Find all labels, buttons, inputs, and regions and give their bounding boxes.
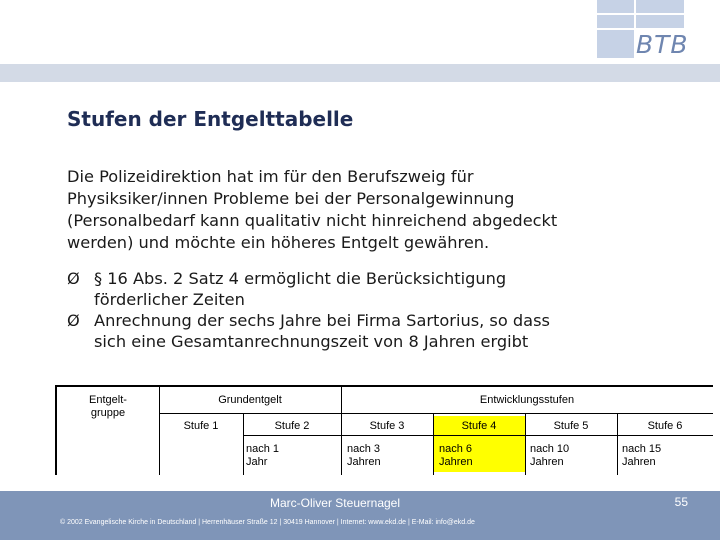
arrow-bullet-icon: Ø — [67, 311, 80, 330]
stufe-4-header: Stufe 4 — [461, 420, 497, 432]
footer-author: Marc-Oliver Steuernagel — [269, 496, 401, 510]
header-band — [0, 64, 720, 82]
paragraph-line: Physiksiker/innen Probleme bei der Personalgewinnung — [67, 189, 515, 208]
bullet-item — [67, 310, 707, 352]
stufe-6-header: Stufe 6 — [647, 420, 683, 432]
entwicklungsstufen-header: Entwicklungsstufen — [479, 394, 575, 406]
slide-title: Stufen der Entgelttabelle — [67, 107, 354, 131]
bullet-line: sich eine Gesamtanrechnungszeit von 8 Jahren ergibt — [94, 332, 529, 351]
entgeltgruppe-header: Entgelt- gruppe — [89, 394, 127, 419]
bullet-item — [67, 268, 707, 310]
stufe-5-zeit: nach 10 Jahren — [530, 443, 570, 468]
stufe-4-zeit: nach 6 Jahren — [439, 443, 473, 468]
bullet-line: Anrechnung der sechs Jahre bei Firma Sartorius, so dass — [94, 311, 550, 330]
bullet-list — [67, 268, 707, 352]
stufe-3-header: Stufe 3 — [369, 420, 405, 432]
stufe-2-zeit: nach 1 Jahr — [246, 443, 280, 468]
logo-text: BTB — [636, 30, 689, 59]
bullet-line: förderlicher Zeiten — [94, 290, 245, 309]
intro-paragraph — [67, 166, 707, 254]
stufe-6-zeit: nach 15 Jahren — [622, 443, 662, 468]
bullet-line: § 16 Abs. 2 Satz 4 ermöglicht die Berücksichtigung — [94, 269, 507, 288]
entgelt-table — [55, 385, 713, 475]
grundentgelt-header: Grundentgelt — [218, 394, 282, 406]
footer-bar — [0, 491, 720, 540]
paragraph-line: werden) und möchte ein höheres Entgelt gewähren. — [67, 233, 490, 252]
page-number: 55 — [674, 495, 688, 509]
arrow-bullet-icon: Ø — [67, 269, 80, 288]
paragraph-line: Die Polizeidirektion hat im für den Berufszweig für — [67, 167, 474, 186]
footer-copyright: © 2002 Evangelische Kirche in Deutschland | Herrenhäuser Straße 12 | 30419 Hannover | Internet: www.ekd.de | E-Mail: info@ekd.de — [60, 519, 475, 526]
stufe-5-header: Stufe 5 — [553, 420, 589, 432]
stufe-2-header: Stufe 2 — [274, 420, 310, 432]
stufe-1-header: Stufe 1 — [183, 420, 219, 432]
paragraph-line: (Personalbedarf kann qualitativ nicht hinreichend abgedeckt — [67, 211, 558, 230]
stufe-3-zeit: nach 3 Jahren — [347, 443, 381, 468]
